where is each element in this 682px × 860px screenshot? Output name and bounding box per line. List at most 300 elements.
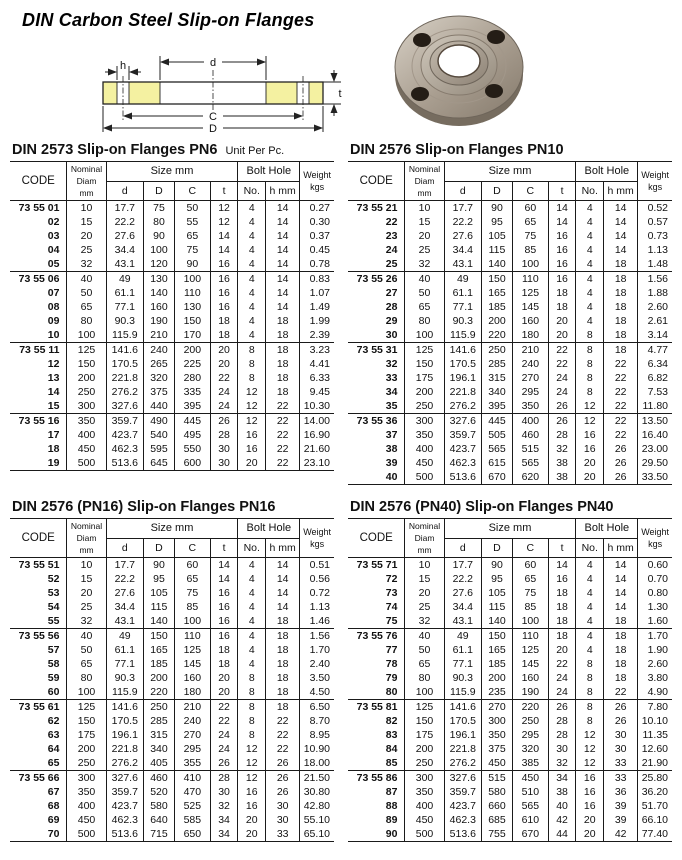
cell: 22 <box>266 728 300 742</box>
cell: 645 <box>144 456 175 471</box>
cell: 25 <box>405 243 444 257</box>
cell: 2.40 <box>300 657 334 671</box>
cell: 22 <box>266 414 300 429</box>
cell: 565 <box>512 456 548 470</box>
cell: 73 55 81 <box>348 700 405 715</box>
cell: 14 <box>548 558 576 573</box>
table-host-pn10 <box>348 161 672 485</box>
cell: 61.1 <box>444 643 481 657</box>
cell: 43.1 <box>444 614 481 629</box>
cell: 12 <box>576 414 604 429</box>
cell: 18 <box>47 443 60 455</box>
cell: 8 <box>238 371 266 385</box>
cell: 295 <box>174 742 210 756</box>
cell: 22 <box>266 442 300 456</box>
cell: 513.6 <box>106 827 143 842</box>
cell: 26 <box>210 414 238 429</box>
cell: 105 <box>482 586 513 600</box>
cell: 26 <box>548 399 576 414</box>
header-weight-kgs: Weight kgs <box>300 519 334 558</box>
cell: 375 <box>144 385 175 399</box>
cell: 02 <box>47 216 60 228</box>
cell: 495 <box>174 428 210 442</box>
cell: 110 <box>512 272 548 287</box>
cell: 18 <box>210 314 238 328</box>
table-row <box>10 229 334 243</box>
cell: 18 <box>548 300 576 314</box>
cell: 20 <box>238 813 266 827</box>
cell: 235 <box>482 685 513 700</box>
cell: 340 <box>144 742 175 756</box>
cell: 295 <box>512 728 548 742</box>
cell: 8 <box>576 657 604 671</box>
header-bolt-hole: Bolt Hole <box>576 162 638 182</box>
spec-table <box>348 518 672 842</box>
cell: 4 <box>238 300 266 314</box>
cell: 8 <box>576 385 604 399</box>
cell: 165 <box>482 643 513 657</box>
cell: 125 <box>405 700 444 715</box>
cell: 170.5 <box>106 357 143 371</box>
table-row <box>348 558 672 573</box>
cell: 4 <box>576 300 604 314</box>
cell: 196.1 <box>444 728 481 742</box>
cell: 200 <box>482 314 513 328</box>
header-bolt-sub-0: No. <box>576 538 604 558</box>
cell: 21.50 <box>300 771 334 786</box>
cell: 34 <box>385 386 398 398</box>
cell: 22.2 <box>106 572 143 586</box>
cell: 24 <box>548 685 576 700</box>
cell: 125 <box>405 343 444 358</box>
cell: 18 <box>266 328 300 343</box>
cell: 22 <box>548 357 576 371</box>
cell: 1.49 <box>300 300 334 314</box>
cell: 15 <box>47 400 60 412</box>
table-row <box>348 700 672 715</box>
cell: 73 55 16 <box>10 414 67 429</box>
cell: 500 <box>405 827 444 842</box>
cell: 130 <box>144 272 175 287</box>
cell: 25 <box>67 243 106 257</box>
cell: 42 <box>548 813 576 827</box>
flange-section-highlight <box>266 82 297 104</box>
cell: 1.60 <box>638 614 672 629</box>
cell: 80 <box>405 314 444 328</box>
cell: 62 <box>47 715 60 727</box>
cell: 327.6 <box>106 771 143 786</box>
cell: 73 55 61 <box>10 700 67 715</box>
cell: 27.6 <box>444 586 481 600</box>
cell: 24 <box>210 742 238 756</box>
cell: 250 <box>482 343 513 358</box>
cell: 32 <box>210 799 238 813</box>
cell: 16 <box>210 600 238 614</box>
table-title-text: DIN 2573 Slip-on Flanges PN6 <box>12 142 218 158</box>
cell: 60 <box>174 558 210 573</box>
cell: 22 <box>210 700 238 715</box>
cell: 95 <box>144 572 175 586</box>
cell: 15 <box>405 215 444 229</box>
table-host-pn40 <box>348 518 672 842</box>
cell: 80 <box>144 215 175 229</box>
cell: 165 <box>144 643 175 657</box>
cell: 14 <box>604 600 638 614</box>
bolt-hole <box>411 87 429 101</box>
cell: 4 <box>576 229 604 243</box>
cell: 170.5 <box>444 714 481 728</box>
cell: 42 <box>604 827 638 842</box>
header-code: CODE <box>10 162 67 201</box>
table-row <box>10 742 334 756</box>
cell: 22 <box>604 371 638 385</box>
cell: 17.7 <box>106 201 143 216</box>
cell: 3.50 <box>300 671 334 685</box>
header-bolt-sub-1: h mm <box>604 181 638 201</box>
cell: 196.1 <box>106 728 143 742</box>
cell: 21.90 <box>638 756 672 771</box>
header-bolt-hole: Bolt Hole <box>238 519 300 539</box>
cell: 20 <box>576 827 604 842</box>
cell: 88 <box>385 800 398 812</box>
cell: 14 <box>210 243 238 257</box>
cell: 280 <box>174 371 210 385</box>
table-row <box>348 243 672 257</box>
cell: 145 <box>174 657 210 671</box>
cell: 1.90 <box>638 643 672 657</box>
table-row <box>10 371 334 385</box>
cell: 175 <box>405 728 444 742</box>
cell: 150 <box>144 629 175 644</box>
cell: 4 <box>576 600 604 614</box>
table-row <box>10 300 334 314</box>
cell: 38 <box>548 470 576 485</box>
cell: 14 <box>266 272 300 287</box>
cell: 1.56 <box>638 272 672 287</box>
cell: 74 <box>385 601 398 613</box>
cell: 4 <box>238 314 266 328</box>
cell: 18 <box>266 614 300 629</box>
cell: 11.80 <box>638 399 672 414</box>
cell: 12 <box>576 399 604 414</box>
header-bolt-sub-1: h mm <box>266 181 300 201</box>
cell: 19 <box>47 457 60 469</box>
header-size-d: d <box>444 181 481 201</box>
table-row <box>10 328 334 343</box>
cell: 2.60 <box>638 300 672 314</box>
cell: 400 <box>67 428 106 442</box>
cell: 2.61 <box>638 314 672 328</box>
bolt-hole <box>413 33 431 47</box>
cell: 03 <box>47 230 60 242</box>
cell: 4 <box>576 586 604 600</box>
cell: 30 <box>210 456 238 471</box>
table-block-pn6 <box>10 140 334 485</box>
table-row <box>10 671 334 685</box>
flange-photo <box>374 2 544 132</box>
cell: 39 <box>604 799 638 813</box>
cell: 350 <box>482 728 513 742</box>
cell: 25 <box>405 600 444 614</box>
cell: 34.4 <box>106 243 143 257</box>
cell: 65 <box>47 757 60 769</box>
header-bolt-sub-0: No. <box>576 181 604 201</box>
cell: 22.2 <box>444 215 481 229</box>
cell: 8 <box>576 328 604 343</box>
cell: 4 <box>576 201 604 216</box>
cell: 4.90 <box>638 685 672 700</box>
table-row <box>348 785 672 799</box>
cell: 110 <box>174 629 210 644</box>
cell: 315 <box>144 728 175 742</box>
cell: 8 <box>238 728 266 742</box>
cell: 423.7 <box>444 799 481 813</box>
cell: 4 <box>238 586 266 600</box>
cell: 550 <box>174 442 210 456</box>
cell: 85 <box>512 600 548 614</box>
header-size-C: C <box>174 181 210 201</box>
spec-table-body <box>10 558 334 842</box>
cell: 22 <box>548 657 576 671</box>
cell: 4 <box>238 257 266 272</box>
cell: 0.37 <box>300 229 334 243</box>
spec-table-body <box>348 201 672 485</box>
cell: 7.80 <box>638 700 672 715</box>
cell: 12 <box>238 756 266 771</box>
cell: 4 <box>576 243 604 257</box>
cell: 300 <box>67 399 106 414</box>
cell: 660 <box>482 799 513 813</box>
cell: 95 <box>482 215 513 229</box>
cell: 79 <box>385 672 398 684</box>
cell: 75 <box>174 243 210 257</box>
cell: 450 <box>67 442 106 456</box>
table-row <box>348 456 672 470</box>
cell: 17.7 <box>444 558 481 573</box>
cell: 25 <box>67 600 106 614</box>
cell: 14.00 <box>300 414 334 429</box>
cell: 16 <box>210 272 238 287</box>
cell: 270 <box>174 728 210 742</box>
cell: 65 <box>512 215 548 229</box>
cell: 89 <box>385 814 398 826</box>
cell: 110 <box>512 629 548 644</box>
cell: 24 <box>548 385 576 399</box>
cell: 28 <box>210 428 238 442</box>
cell: 4.41 <box>300 357 334 371</box>
cell: 14 <box>266 286 300 300</box>
cell: 22 <box>266 742 300 756</box>
table-row <box>10 572 334 586</box>
flange-section-highlight <box>309 82 323 104</box>
cell: 18 <box>210 657 238 671</box>
cell: 140 <box>144 614 175 629</box>
cell: 315 <box>482 371 513 385</box>
cell: 565 <box>482 442 513 456</box>
cell: 395 <box>482 399 513 414</box>
cell: 400 <box>405 799 444 813</box>
cell: 8 <box>238 685 266 700</box>
cell: 08 <box>47 301 60 313</box>
cell: 500 <box>67 456 106 471</box>
header-weight-kgs: Weight kgs <box>638 162 672 201</box>
cell: 30 <box>210 442 238 456</box>
cell: 445 <box>482 414 513 429</box>
cell: 515 <box>512 442 548 456</box>
cell: 1.46 <box>300 614 334 629</box>
cell: 450 <box>405 456 444 470</box>
cell: 29 <box>385 315 398 327</box>
cell: 2.60 <box>638 657 672 671</box>
cell: 385 <box>512 756 548 771</box>
cell: 26 <box>548 414 576 429</box>
cell: 141.6 <box>106 343 143 358</box>
cell: 75 <box>385 615 398 627</box>
cell: 16 <box>210 586 238 600</box>
table-row <box>10 385 334 399</box>
table-row <box>348 586 672 600</box>
cell: 3.80 <box>638 671 672 685</box>
cell: 540 <box>144 428 175 442</box>
cell: 12 <box>47 358 60 370</box>
cell: 28 <box>210 771 238 786</box>
cell: 600 <box>174 456 210 471</box>
cell: 14 <box>47 386 60 398</box>
header-bolt-hole: Bolt Hole <box>238 162 300 182</box>
cell: 16.40 <box>638 428 672 442</box>
cell: 60 <box>47 686 60 698</box>
cell: 300 <box>405 414 444 429</box>
cell: 220 <box>512 700 548 715</box>
cell: 175 <box>405 371 444 385</box>
cell: 16 <box>238 799 266 813</box>
header-weight-kgs: Weight kgs <box>300 162 334 201</box>
cell: 240 <box>174 714 210 728</box>
table-row <box>348 272 672 287</box>
cell: 12 <box>576 742 604 756</box>
cell: 30 <box>385 329 398 341</box>
table-row <box>348 671 672 685</box>
cell: 423.7 <box>106 799 143 813</box>
cell: 0.57 <box>638 215 672 229</box>
cell: 90 <box>482 558 513 573</box>
cell: 67 <box>47 786 60 798</box>
cell: 22.2 <box>444 572 481 586</box>
table-row <box>10 414 334 429</box>
cell: 1.56 <box>300 629 334 644</box>
cell: 30 <box>604 728 638 742</box>
cell: 55 <box>174 215 210 229</box>
cell: 90.3 <box>444 314 481 328</box>
cell: 18 <box>266 671 300 685</box>
cell: 14 <box>266 300 300 314</box>
table-row <box>10 771 334 786</box>
cell: 18 <box>604 629 638 644</box>
table-row <box>348 600 672 614</box>
cell: 22 <box>266 714 300 728</box>
cell: 20 <box>576 470 604 485</box>
cell: 220 <box>482 328 513 343</box>
table-row <box>10 586 334 600</box>
cell: 18.00 <box>300 756 334 771</box>
flange-section-highlight <box>129 82 160 104</box>
cell: 115.9 <box>106 685 143 700</box>
cell: 276.2 <box>106 385 143 399</box>
cell: 4 <box>576 643 604 657</box>
cell: 26 <box>604 700 638 715</box>
cell: 14 <box>604 558 638 573</box>
cell: 23 <box>385 230 398 242</box>
table-row <box>348 414 672 429</box>
cell: 20 <box>576 456 604 470</box>
cell: 1.48 <box>638 257 672 272</box>
dim-label-h: h <box>119 60 127 72</box>
header-size-mm: Size mm <box>444 519 576 539</box>
cell: 32 <box>548 756 576 771</box>
cell: 715 <box>144 827 175 842</box>
cell: 4 <box>576 629 604 644</box>
cell: 150 <box>67 357 106 371</box>
cell: 63 <box>47 729 60 741</box>
cell: 26 <box>604 456 638 470</box>
cell: 423.7 <box>444 442 481 456</box>
cell: 276.2 <box>106 756 143 771</box>
cell: 8 <box>576 700 604 715</box>
cell: 670 <box>512 827 548 842</box>
cell: 145 <box>512 657 548 671</box>
cell: 445 <box>174 414 210 429</box>
cell: 34 <box>210 827 238 842</box>
cell: 335 <box>174 385 210 399</box>
cell: 10 <box>47 329 60 341</box>
cell: 580 <box>144 799 175 813</box>
table-row <box>348 813 672 827</box>
cell: 38 <box>385 443 398 455</box>
cell: 18 <box>266 685 300 700</box>
cell: 4.77 <box>638 343 672 358</box>
header-size-t: t <box>548 181 576 201</box>
cell: 1.70 <box>638 629 672 644</box>
cell: 125 <box>67 700 106 715</box>
cell: 270 <box>482 700 513 715</box>
cell: 4.50 <box>300 685 334 700</box>
table-host-pn16 <box>10 518 334 842</box>
cell: 4 <box>238 572 266 586</box>
cell: 34.4 <box>444 243 481 257</box>
cell: 75 <box>174 586 210 600</box>
cell: 265 <box>144 357 175 371</box>
cell: 145 <box>512 300 548 314</box>
cell: 505 <box>482 428 513 442</box>
flange-section-highlight <box>103 82 117 104</box>
cell: 18 <box>548 600 576 614</box>
cell: 18 <box>604 286 638 300</box>
cell: 210 <box>512 343 548 358</box>
cell: 16 <box>210 257 238 272</box>
cell: 14 <box>266 215 300 229</box>
cell: 210 <box>174 700 210 715</box>
cell: 525 <box>174 799 210 813</box>
table-row <box>10 643 334 657</box>
cell: 8.70 <box>300 714 334 728</box>
cell: 250 <box>144 700 175 715</box>
cell: 16 <box>576 785 604 799</box>
table-row <box>10 272 334 287</box>
cell: 15 <box>67 215 106 229</box>
cell: 20 <box>576 813 604 827</box>
cell: 276.2 <box>444 756 481 771</box>
header-nominal-diam: Nominal Diam mm <box>405 162 444 201</box>
